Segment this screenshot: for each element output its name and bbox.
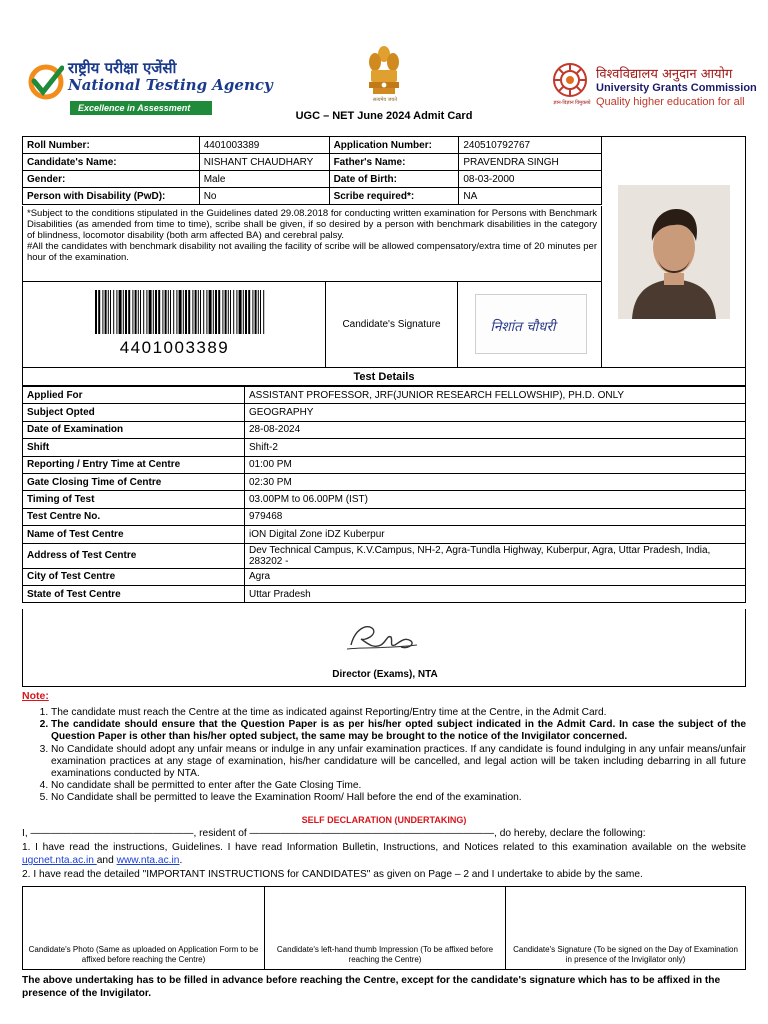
- table-row: [23, 526, 746, 543]
- barcode-bar: [215, 290, 217, 334]
- barcode-signature-row: [22, 281, 602, 368]
- test-detail-label: Name of Test Centre: [23, 526, 245, 543]
- barcode-bar: [245, 290, 247, 334]
- table-row: [23, 188, 602, 205]
- barcode-bar: [188, 290, 190, 334]
- barcode-bar: [162, 290, 163, 334]
- note-item: 3. No Candidate should adopt any unfair means or indulge in any unfair examination practices. If any candidate is found indulging in any unfair means/unfair examination practices at any stage of examination, his/her candidature will be cancelled, and legal action will be taken including debarring in all future examinations conducted by NTA.: [51, 744, 746, 781]
- barcode-bar: [248, 290, 250, 334]
- barcode-bar: [243, 290, 244, 334]
- candidate-photo-box: [602, 136, 746, 368]
- note-item: 5. No Candidate shall be permitted to leave the Examination Room/ Hall before the end of the examination.: [51, 792, 746, 804]
- pwd-value: No: [199, 188, 329, 205]
- table-row: [23, 154, 602, 171]
- barcode-number: 4401003389: [119, 338, 230, 357]
- barcode-bar: [258, 290, 259, 334]
- test-detail-label: Date of Examination: [23, 421, 245, 438]
- table-row: [23, 404, 746, 421]
- barcode-bar: [155, 290, 157, 334]
- barcode-bar: [252, 290, 253, 334]
- table-row: [23, 421, 746, 438]
- admit-card-header: [0, 0, 768, 128]
- declaration-line: [22, 841, 746, 868]
- barcode-bar: [260, 290, 261, 334]
- note-item: 4. No candidate shall be permitted to enter after the Gate Closing Time.: [51, 780, 746, 792]
- father-name-value: PRAVENDRA SINGH: [459, 154, 602, 171]
- barcode-bar: [236, 290, 237, 334]
- candidate-signature-label: Candidate's Signature: [326, 282, 458, 367]
- barcode-bar: [132, 290, 133, 334]
- ugc-tagline: Quality higher education for all: [596, 96, 745, 108]
- scribe-value: NA: [459, 188, 602, 205]
- photo-affix-box: [23, 887, 265, 969]
- director-signature-image: [343, 619, 423, 655]
- barcode-bar: [228, 290, 229, 334]
- barcode-bar: [195, 290, 197, 334]
- test-detail-value: 01:00 PM: [245, 456, 746, 473]
- barcode-bar: [98, 290, 100, 334]
- candidate-info-table: [22, 136, 602, 205]
- test-detail-value: 28-08-2024: [245, 421, 746, 438]
- table-row: [23, 456, 746, 473]
- test-details-title: Test Details: [22, 367, 746, 386]
- test-detail-value: iON Digital Zone iDZ Kuberpur: [245, 526, 746, 543]
- declaration-text: [22, 827, 746, 881]
- test-detail-value: Shift-2: [245, 439, 746, 456]
- gender-label: Gender:: [23, 171, 200, 188]
- barcode: [95, 290, 267, 334]
- barcode-bar: [95, 290, 97, 334]
- nta-checkmark-icon: [28, 64, 64, 100]
- barcode-bar: [128, 290, 130, 334]
- ugc-seal-icon: [552, 62, 588, 98]
- nta-website-link[interactable]: www.nta.ac.in: [116, 855, 180, 867]
- table-row: [23, 508, 746, 525]
- barcode-bar: [143, 290, 144, 334]
- declaration-line: 2. I have read the detailed "IMPORTANT INSTRUCTIONS for CANDIDATES" as given on Page – 2 and I undertake to abide by the same.: [22, 868, 643, 880]
- test-detail-label: Test Centre No.: [23, 508, 245, 525]
- test-detail-label: Reporting / Entry Time at Centre: [23, 456, 245, 473]
- declaration-line-text: 1. I have read the instructions, Guidelines. I have read Information Bulletin, Instructions, and Notices related to this examination available on the website: [22, 841, 746, 853]
- table-row: [23, 473, 746, 490]
- note-item: 1. The candidate must reach the Centre at the time as indicated against Reporting/Entry time at the Centre, in the Admit Card.: [51, 707, 746, 719]
- table-row: [23, 543, 746, 568]
- thumb-impression-caption: Candidate's left-hand thumb Impression (To be affixed before reaching the Centre): [276, 945, 494, 964]
- ugc-hindi-name: विश्वविद्यालय अनुदान आयोग: [596, 67, 733, 82]
- declaration-line-text: .: [179, 855, 183, 867]
- barcode-bar: [203, 290, 204, 334]
- barcode-bar: [158, 290, 160, 334]
- barcode-bar: [165, 290, 167, 334]
- barcode-bar: [213, 290, 214, 334]
- declaration-line-text: and: [96, 855, 117, 867]
- barcode-bar: [149, 290, 152, 334]
- dob-label: Date of Birth:: [329, 171, 459, 188]
- roll-number-value: 4401003389: [199, 137, 329, 154]
- photo-affix-caption: Candidate's Photo (Same as uploaded on Application Form to be affixed before reaching the Centre): [28, 945, 259, 964]
- barcode-bar: [146, 290, 147, 334]
- dob-value: 08-03-2000: [459, 171, 602, 188]
- pwd-label: Person with Disability (PwD):: [23, 188, 200, 205]
- page-title: UGC – NET June 2024 Admit Card: [295, 110, 473, 122]
- barcode-bar: [138, 290, 139, 334]
- note-item: 2. The candidate should ensure that the Question Paper is as per his/her opted subject indicated in the Admit Card. In case the subject of the Question Paper is other than his/her opted subject, the same may be brought to the notice of the Invigilator concerned.: [51, 719, 746, 743]
- test-detail-label: Gate Closing Time of Centre: [23, 473, 245, 490]
- barcode-bar: [153, 290, 154, 334]
- table-row: [23, 585, 746, 602]
- barcode-bar: [179, 290, 182, 334]
- barcode-bar: [218, 290, 220, 334]
- barcode-bar: [108, 290, 109, 334]
- barcode-bar: [233, 290, 234, 334]
- final-note: The above undertaking has to be filled in advance before reaching the Centre, except for the candidate's signature which has to be affixed in the presence of the Invigilator.: [22, 975, 721, 999]
- candidate-photo: [618, 185, 730, 319]
- nta-logo: [28, 58, 273, 118]
- ugc-english-name: University Grants Commission: [596, 82, 757, 94]
- self-declaration-heading: SELF DECLARATION (UNDERTAKING): [301, 815, 467, 825]
- barcode-bar: [176, 290, 177, 334]
- test-detail-value: Uttar Pradesh: [245, 585, 746, 602]
- barcode-bar: [263, 290, 264, 334]
- test-detail-label: Timing of Test: [23, 491, 245, 508]
- barcode-bar: [135, 290, 137, 334]
- scribe-label: Scribe required*:: [329, 188, 459, 205]
- nta-tagline: Excellence in Assessment: [70, 101, 212, 115]
- pwd-note-line: *Subject to the conditions stipulated in the Guidelines dated 29.08.2018 for conducting written examination for Persons with Benchmark Disabilities (as amended from time to time), scribe shall be given, if so desired by a person with benchmark disabilities in the category of blindness, locomotor disability (both arm affected BA) and cerebral palsy.: [27, 208, 597, 241]
- barcode-bar: [255, 290, 257, 334]
- test-detail-value: Dev Technical Campus, K.V.Campus, NH-2, Agra-Tundla Highway, Kuberpur, Agra, Uttar Pradesh, India, 283202 -: [245, 543, 746, 568]
- barcode-bar: [230, 290, 231, 334]
- barcode-bar: [225, 290, 227, 334]
- barcode-bar: [140, 290, 141, 334]
- test-details-table: [22, 386, 746, 603]
- test-detail-label: Address of Test Centre: [23, 543, 245, 568]
- test-detail-label: Subject Opted: [23, 404, 245, 421]
- barcode-bar: [209, 290, 212, 334]
- barcode-bar: [116, 290, 117, 334]
- director-signature-block: [22, 609, 746, 687]
- barcode-bar: [123, 290, 124, 334]
- ugc-seal-caption: ज्ञान-विज्ञान विमुक्तये: [553, 100, 591, 106]
- table-row: [23, 491, 746, 508]
- barcode-bar: [192, 290, 193, 334]
- candidate-name-label: Candidate's Name:: [23, 154, 200, 171]
- table-row: [23, 568, 746, 585]
- table-row: [23, 439, 746, 456]
- barcode-bar: [113, 290, 114, 334]
- father-name-label: Father's Name:: [329, 154, 459, 171]
- barcode-bar: [173, 290, 174, 334]
- nta-hindi-name: राष्ट्रीय परीक्षा एजेंसी: [68, 59, 177, 77]
- barcode-bar: [185, 290, 187, 334]
- barcode-bar: [239, 290, 242, 334]
- test-detail-label: City of Test Centre: [23, 568, 245, 585]
- table-row: [23, 171, 602, 188]
- barcode-bar: [105, 290, 107, 334]
- thumb-impression-box: [265, 887, 506, 969]
- signature-text: निशांत चौधरी: [490, 318, 556, 335]
- barcode-cell: [23, 282, 326, 367]
- barcode-bar: [206, 290, 207, 334]
- barcode-bar: [119, 290, 122, 334]
- ugcnet-link[interactable]: ugcnet.nta.ac.in: [22, 855, 97, 867]
- test-detail-value: Agra: [245, 568, 746, 585]
- declaration-line: I, ————————————————, resident of ————————————————————————, do hereby, declare the following:: [22, 828, 646, 839]
- test-detail-value: GEOGRAPHY: [245, 404, 746, 421]
- nta-english-name: National Testing Agency: [68, 76, 273, 94]
- barcode-bar: [200, 290, 201, 334]
- test-detail-value: 979468: [245, 508, 746, 525]
- pwd-scribe-note: [22, 206, 602, 282]
- table-row: [23, 137, 602, 154]
- barcode-bar: [102, 290, 103, 334]
- notes-list: [38, 707, 746, 805]
- application-number-label: Application Number:: [329, 137, 459, 154]
- test-detail-value: 03.00PM to 06.00PM (IST): [245, 491, 746, 508]
- barcode-bar: [183, 290, 184, 334]
- barcode-bar: [125, 290, 127, 334]
- test-detail-label: State of Test Centre: [23, 585, 245, 602]
- emblem-caption: सत्यमेव जयते: [372, 97, 398, 103]
- test-detail-label: Applied For: [23, 387, 245, 404]
- affix-boxes: [22, 886, 746, 970]
- test-detail-value: 02:30 PM: [245, 473, 746, 490]
- barcode-bar: [168, 290, 169, 334]
- barcode-bar: [198, 290, 199, 334]
- table-row: [23, 387, 746, 404]
- gender-value: Male: [199, 171, 329, 188]
- signature-affix-box: [506, 887, 745, 969]
- candidate-name-value: NISHANT CHAUDHARY: [199, 154, 329, 171]
- barcode-bar: [222, 290, 223, 334]
- test-detail-value: ASSISTANT PROFESSOR, JRF(JUNIOR RESEARCH FELLOWSHIP), PH.D. ONLY: [245, 387, 746, 404]
- test-detail-label: Shift: [23, 439, 245, 456]
- note-heading: Note:: [22, 690, 49, 702]
- application-number-value: 240510792767: [459, 137, 602, 154]
- pwd-note-line: #All the candidates with benchmark disability not availing the facility of scribe will be allowed compensatory/extra time of 20 minutes per hour of the examination.: [27, 241, 597, 263]
- barcode-bar: [170, 290, 171, 334]
- signature-affix-caption: Candidate's Signature (To be signed on the Day of Examination in presence of the Invigilator only): [513, 945, 738, 964]
- ugc-logo: [552, 62, 762, 116]
- candidate-signature-image: [475, 294, 587, 354]
- barcode-bar: [110, 290, 111, 334]
- director-label: Director (Exams), NTA: [332, 669, 438, 680]
- roll-number-label: Roll Number:: [23, 137, 200, 154]
